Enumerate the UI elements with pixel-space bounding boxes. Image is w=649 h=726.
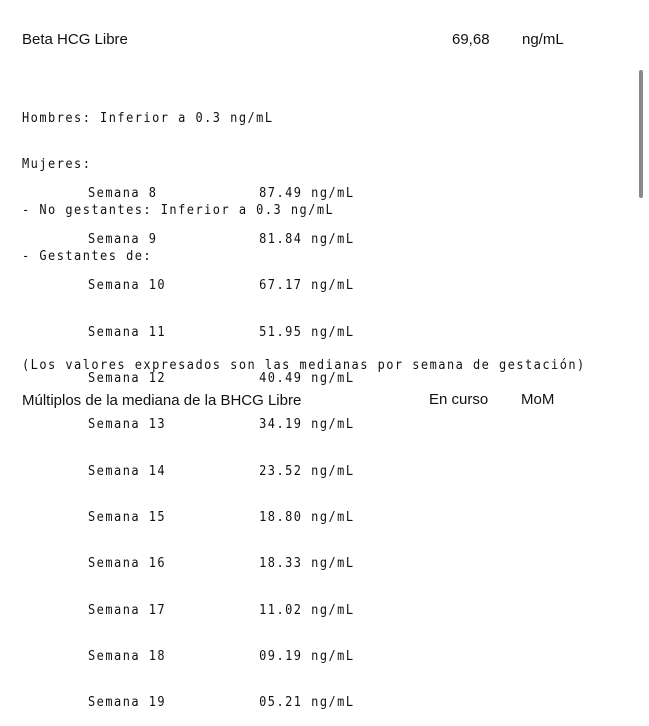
- reference-line: - No gestantes: Inferior a 0.3 ng/mL: [22, 203, 335, 219]
- week-label: Semana 9: [88, 232, 158, 248]
- reference-line: Hombres: Inferior a 0.3 ng/mL: [22, 110, 274, 126]
- test-unit: ng/mL: [522, 31, 564, 48]
- week-row: [88, 556, 355, 572]
- week-value: 51.95 ng/mL: [259, 324, 355, 340]
- week-label: Semana 14: [88, 463, 167, 479]
- test-name: Beta HCG Libre: [22, 31, 128, 48]
- week-value: 87.49 ng/mL: [259, 185, 355, 201]
- week-label: Semana 18: [88, 648, 167, 664]
- test-value: 69,68: [452, 31, 490, 48]
- week-row: [88, 603, 355, 619]
- week-row: [88, 464, 355, 480]
- week-label: Semana 11: [88, 324, 167, 340]
- week-row: [88, 417, 355, 433]
- week-value: 23.52 ng/mL: [259, 463, 355, 479]
- week-row: [88, 649, 355, 665]
- test-name: Múltiplos de la mediana de la BHCG Libre: [22, 392, 302, 409]
- week-row: [88, 695, 355, 711]
- week-value: 34.19 ng/mL: [259, 417, 355, 433]
- week-label: Semana 19: [88, 695, 167, 711]
- week-value: 67.17 ng/mL: [259, 278, 355, 294]
- week-label: Semana 10: [88, 278, 167, 294]
- median-note: (Los valores expresados son las medianas por semana de gestación): [22, 358, 586, 373]
- week-row: [88, 186, 355, 202]
- week-value: 18.80 ng/mL: [259, 510, 355, 525]
- week-row: [88, 510, 355, 526]
- week-value: 05.21 ng/mL: [259, 695, 355, 711]
- week-row: [88, 325, 355, 341]
- week-label: Semana 15: [88, 510, 167, 525]
- week-label: Semana 17: [88, 602, 167, 618]
- week-label: Semana 16: [88, 556, 167, 572]
- week-value: 11.02 ng/mL: [259, 602, 355, 618]
- week-row: [88, 278, 355, 294]
- reference-line: Mujeres:: [22, 157, 92, 173]
- week-row: [88, 232, 355, 248]
- week-value: 18.33 ng/mL: [259, 556, 355, 572]
- gestation-week-table: [88, 155, 355, 726]
- week-value: 09.19 ng/mL: [259, 648, 355, 664]
- test-status: En curso: [429, 391, 489, 408]
- reference-line: - Gestantes de:: [22, 249, 153, 265]
- week-label: Semana 12: [88, 371, 167, 387]
- week-label: Semana 8: [88, 185, 158, 201]
- test-unit: MoM: [521, 391, 555, 408]
- week-value: 81.84 ng/mL: [259, 232, 355, 248]
- scrollbar-thumb[interactable]: [639, 70, 643, 198]
- week-value: 40.49 ng/mL: [259, 371, 355, 387]
- week-label: Semana 13: [88, 417, 167, 433]
